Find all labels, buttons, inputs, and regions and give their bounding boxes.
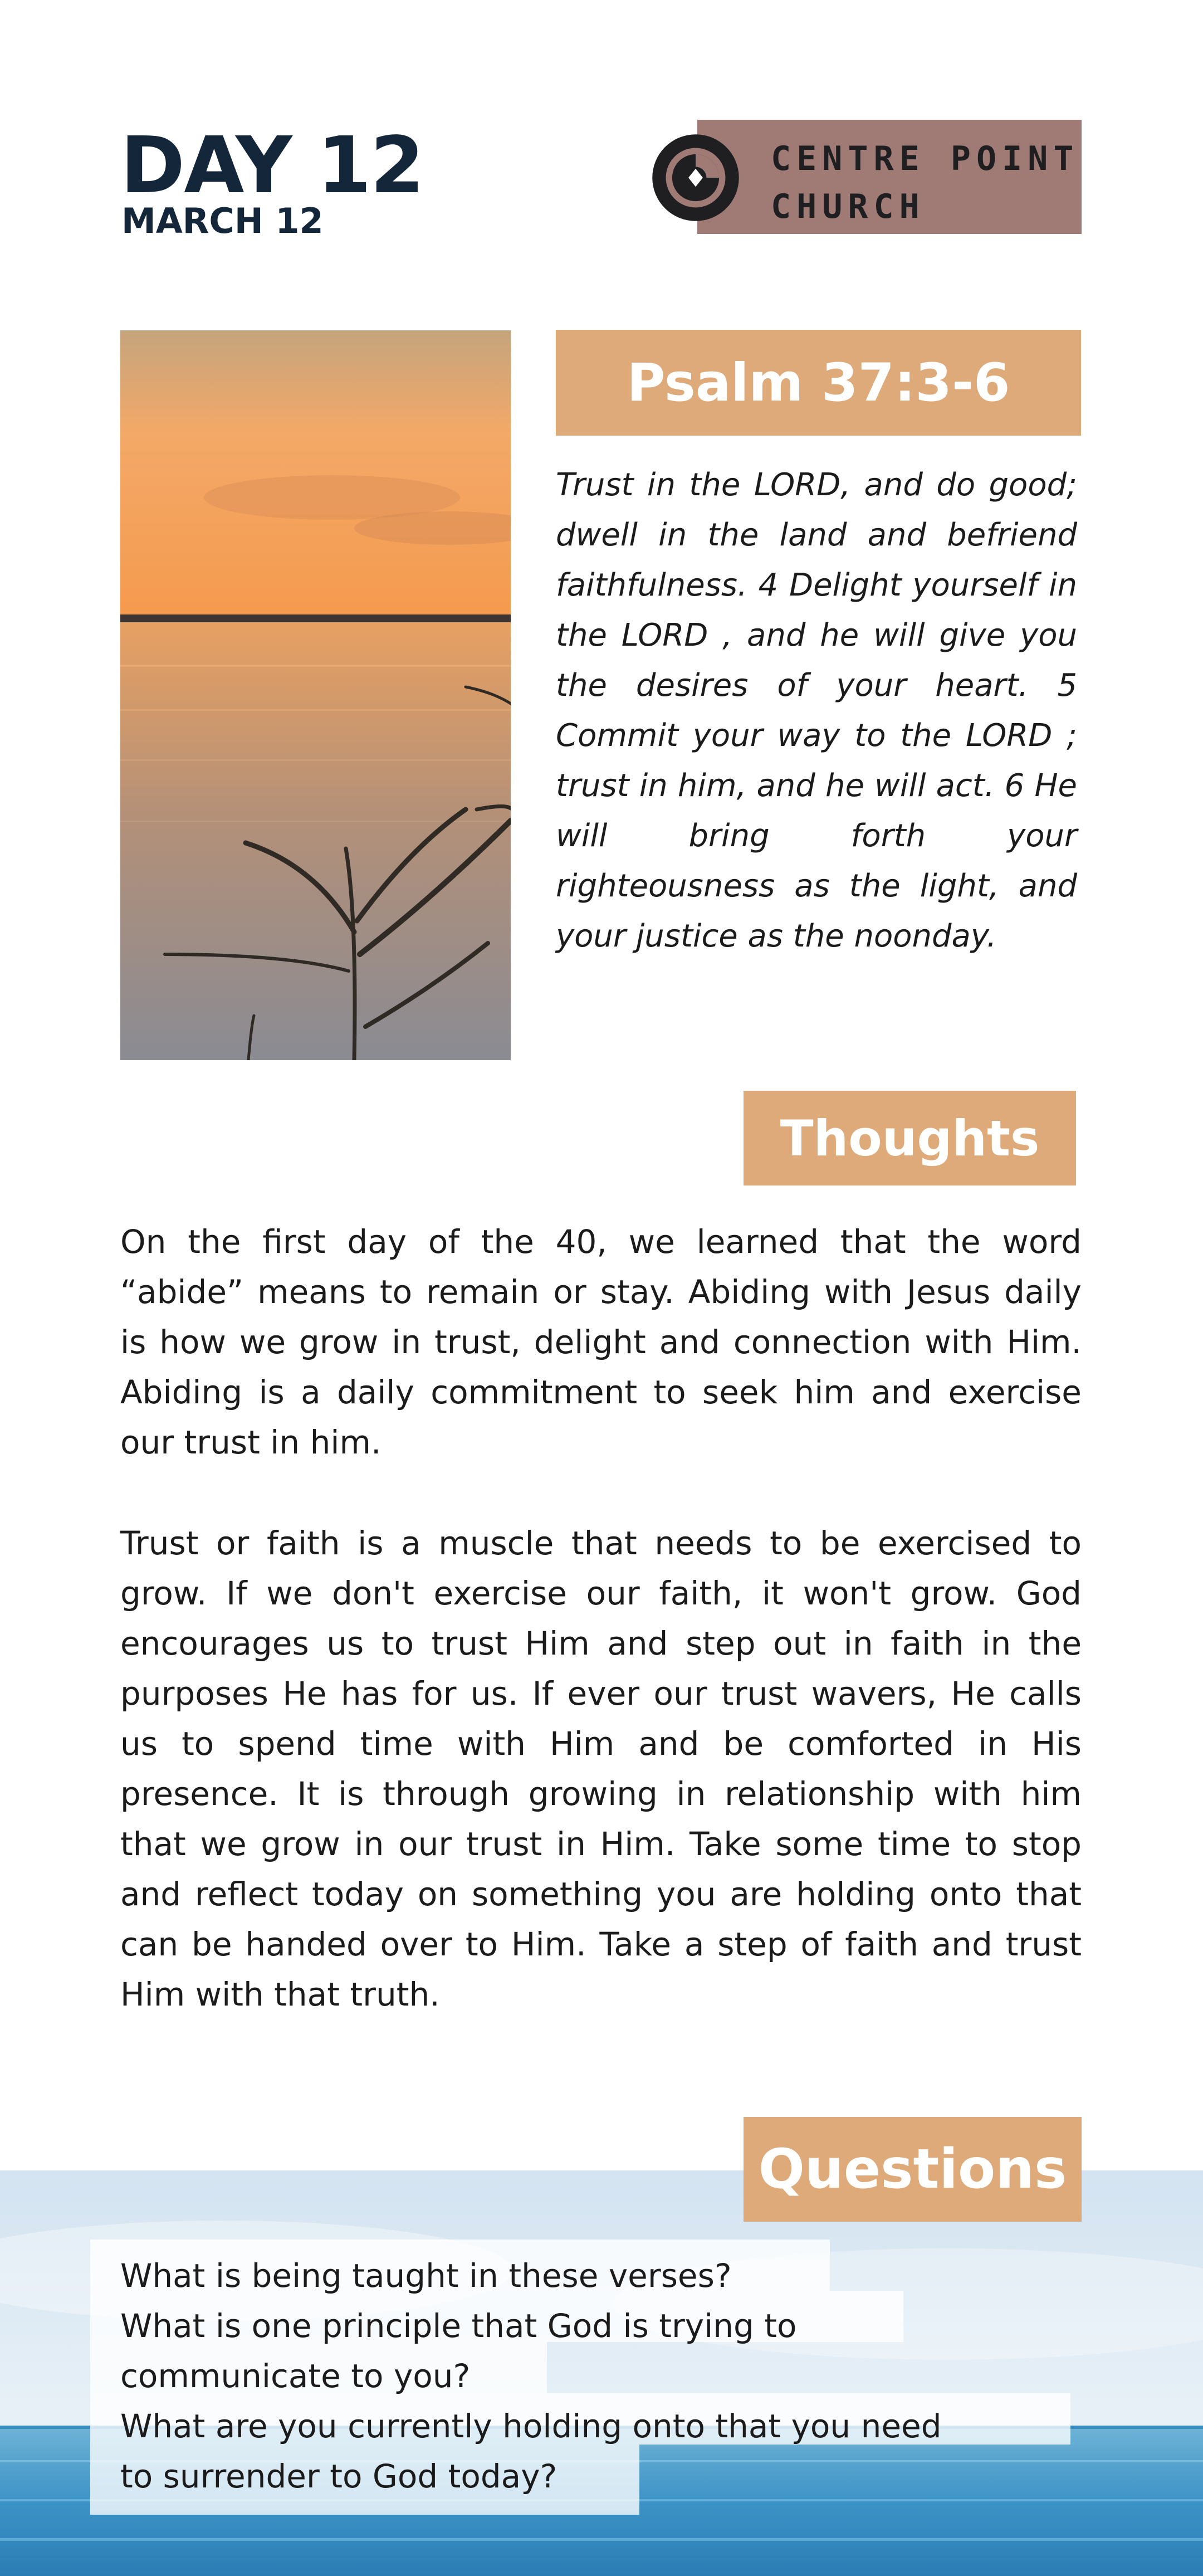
c-circle-logo-icon [651, 133, 741, 223]
church-name [771, 135, 1083, 231]
question-line-5: to surrender to God today? [120, 2457, 558, 2495]
questions-heading: Questions [744, 2117, 1082, 2222]
day-date: MARCH 12 [121, 201, 324, 241]
question-line-4: What are you currently holding onto that you need [120, 2407, 942, 2445]
thoughts-paragraph-2: Trust or faith is a muscle that needs to be exercised to grow. If we don't exercise our faith, it won't grow. God encourages us to trust Him and step out in faith in the purposes He has for us. If ever our trust wavers, He calls us to spend time with Him and be comforted in His presence. It is through growing in relationship with him that we grow in our trust in Him. Take some time to stop and reflect today on something you are holding onto that can be handed over to Him. Take a step of faith and trust Him with that truth. [120, 1524, 1082, 2013]
question-line-1: What is being taught in these verses? [120, 2257, 732, 2295]
sunset-illustration [120, 330, 511, 1060]
thoughts-paragraph-1: On the first day of the 40, we learned that the word “abide” means to remain or stay. Abiding with Jesus daily is how we grow in trust, delight and connection with Him. Abiding is a daily commitment to seek him and exercise our trust in him. [120, 1223, 1082, 1461]
sunset-lake-photo [120, 330, 511, 1060]
question-line-2: What is one principle that God is trying to [120, 2307, 797, 2345]
thoughts-heading: Thoughts [744, 1091, 1076, 1185]
scripture-text: Trust in the LORD, and do good; dwell in the land and befriend faithfulness. 4 Delight yourself in the LORD , and he will give you the desires of your heart. 5 Commit your way to the LORD ; trust in him, and he will act. 6 He will bring forth your righteousness as the light, and your justice as the noonday. [556, 467, 1077, 954]
church-name-line-2: CHURCH [771, 187, 925, 226]
day-title: DAY 12 [120, 120, 424, 211]
church-name-line-1: CENTRE POINT [771, 139, 1079, 178]
question-line-3: communicate to you? [120, 2357, 471, 2395]
scripture-reference: Psalm 37:3-6 [556, 330, 1081, 436]
